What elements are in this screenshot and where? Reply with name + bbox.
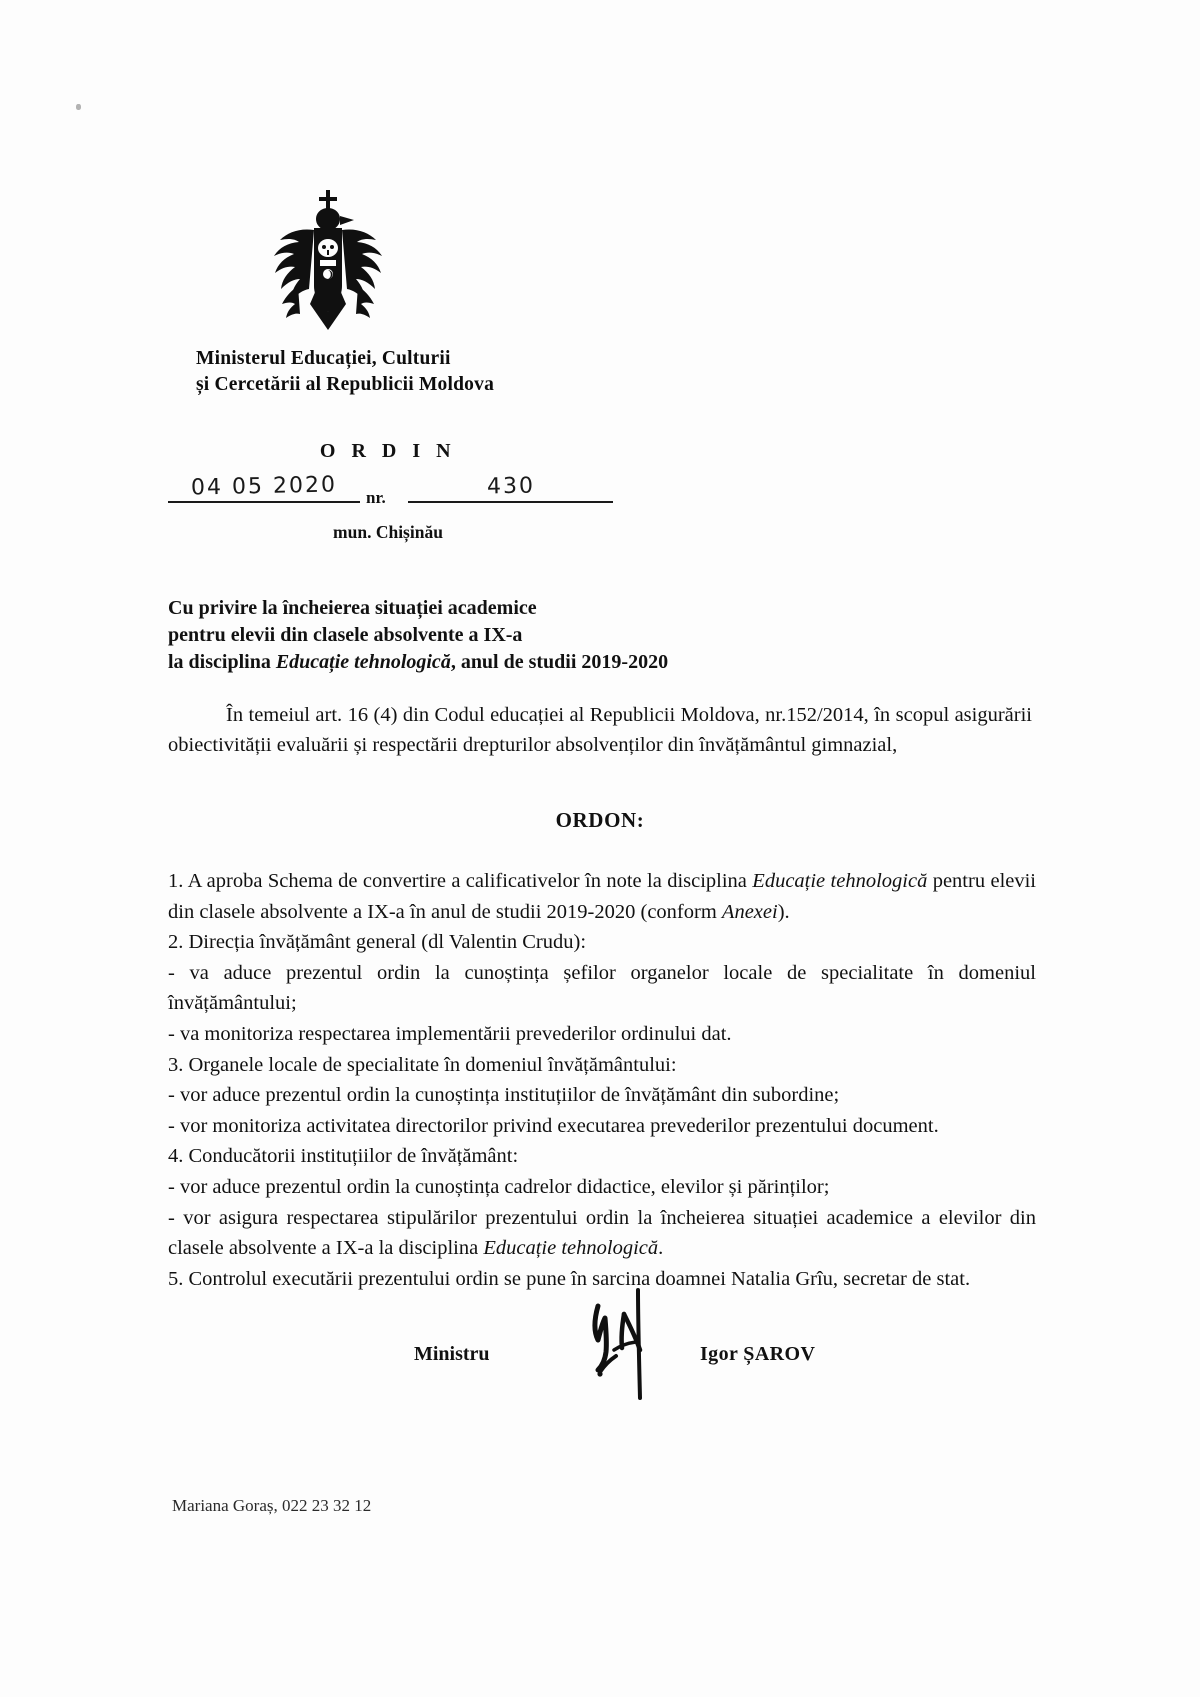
subject-line-3-suffix: , anul de studii 2019-2020	[450, 651, 669, 673]
subject-line-3-prefix: la disciplina	[168, 651, 276, 673]
order-item-1-text-after: ).	[777, 900, 790, 923]
preamble-paragraph: În temeiul art. 16 (4) din Codul educației al Republicii Moldova, nr.152/2014, în scopul asigurării obiectivității evaluării și respectării drepturilor absolvenților din învățământul gimnazial,	[168, 704, 1032, 756]
order-item-3-bullet-1: - vor aduce prezentul ordin la cunoștința instituțiilor de învățământ din subordine;	[168, 1084, 840, 1107]
order-item-4-bullet-1: - vor aduce prezentul ordin la cunoștința cadrelor didactice, elevilor și părinților;	[168, 1175, 830, 1198]
order-item-2: 2. Direcția învățământ general (dl Valentin Crudu):	[168, 931, 587, 954]
order-date-number-line	[168, 474, 668, 514]
order-item-4: 4. Conducătorii instituțiilor de învățământ:	[168, 1145, 519, 1168]
order-item-1-discipline: Educație tehnologică	[752, 870, 928, 892]
order-item-4-bullet-2-end: .	[658, 1237, 664, 1260]
order-date-field	[168, 474, 360, 503]
coat-of-arms-moldova-icon	[258, 186, 398, 336]
order-item-3-bullet-2: - vor monitoriza activitatea directorilor privind executarea prevederilor prezentului document.	[168, 1114, 939, 1137]
handwritten-signature-icon	[580, 1280, 690, 1405]
order-number-handwritten: 430	[486, 473, 535, 500]
subject-line-2: pentru elevii din clasele absolvente a IX-a	[168, 624, 523, 646]
ordon-heading: ORDON:	[555, 808, 645, 832]
order-items	[168, 866, 1036, 1294]
order-item-1-text-before: 1. A aproba Schema de convertire a calificativelor în note la disciplina	[168, 870, 753, 892]
ministry-line-1: Ministerul Educației, Culturii	[196, 348, 451, 369]
signature-title: Ministru	[414, 1343, 490, 1365]
subject-line-3	[168, 649, 868, 676]
footer-contact: Mariana Goraș, 022 23 32 12	[172, 1496, 372, 1515]
subject-block	[168, 595, 868, 676]
order-item-1-annex: Anexei	[721, 900, 778, 923]
order-item-5: 5. Controlul executării prezentului ordin se pune în sarcina doamnei Natalia Grîu, secretar de stat.	[168, 1267, 971, 1290]
signature-block	[168, 1315, 1036, 1425]
scan-speck	[76, 104, 81, 110]
subject-discipline: Educație tehnologică	[275, 651, 451, 673]
order-item-4-discipline: Educație tehnologică	[483, 1237, 659, 1260]
order-item-2-bullet-1: - va aduce prezentul ordin la cunoștința șefilor organelor locale de specialitate în domeniul învățământului;	[168, 961, 1036, 1015]
subject-line-1: Cu privire la încheierea situației academice	[168, 597, 537, 619]
order-item-1	[168, 866, 1036, 927]
order-item-2-bullet-2: - va monitoriza respectarea implementării prevederilor ordinului dat.	[168, 1022, 732, 1045]
order-item-3: 3. Organele locale de specialitate în domeniul învățământului:	[168, 1053, 677, 1076]
ministry-name	[196, 346, 716, 398]
order-number-label: nr.	[366, 488, 386, 507]
order-item-1-text-middle: pentru elevii din clasele absolvente a IX-a în anul de studii 2019-2020 (conform	[168, 870, 1037, 923]
ministry-line-2: și Cercetării al Republicii Moldova	[196, 374, 495, 395]
order-city: mun. Chișinău	[333, 522, 443, 542]
order-heading: O R D I N	[319, 440, 457, 462]
order-item-4-bullet-2	[168, 1203, 1036, 1264]
order-number-field	[408, 474, 613, 503]
signatory-name: Igor ȘAROV	[700, 1343, 816, 1365]
order-item-4-bullet-2-text: - vor asigura respectarea stipulărilor prezentului ordin la încheierea situației academice a elevilor din clasele absolvente a IX-a la disciplina	[168, 1206, 1036, 1260]
order-date-handwritten: 04 05 2020	[190, 472, 338, 501]
